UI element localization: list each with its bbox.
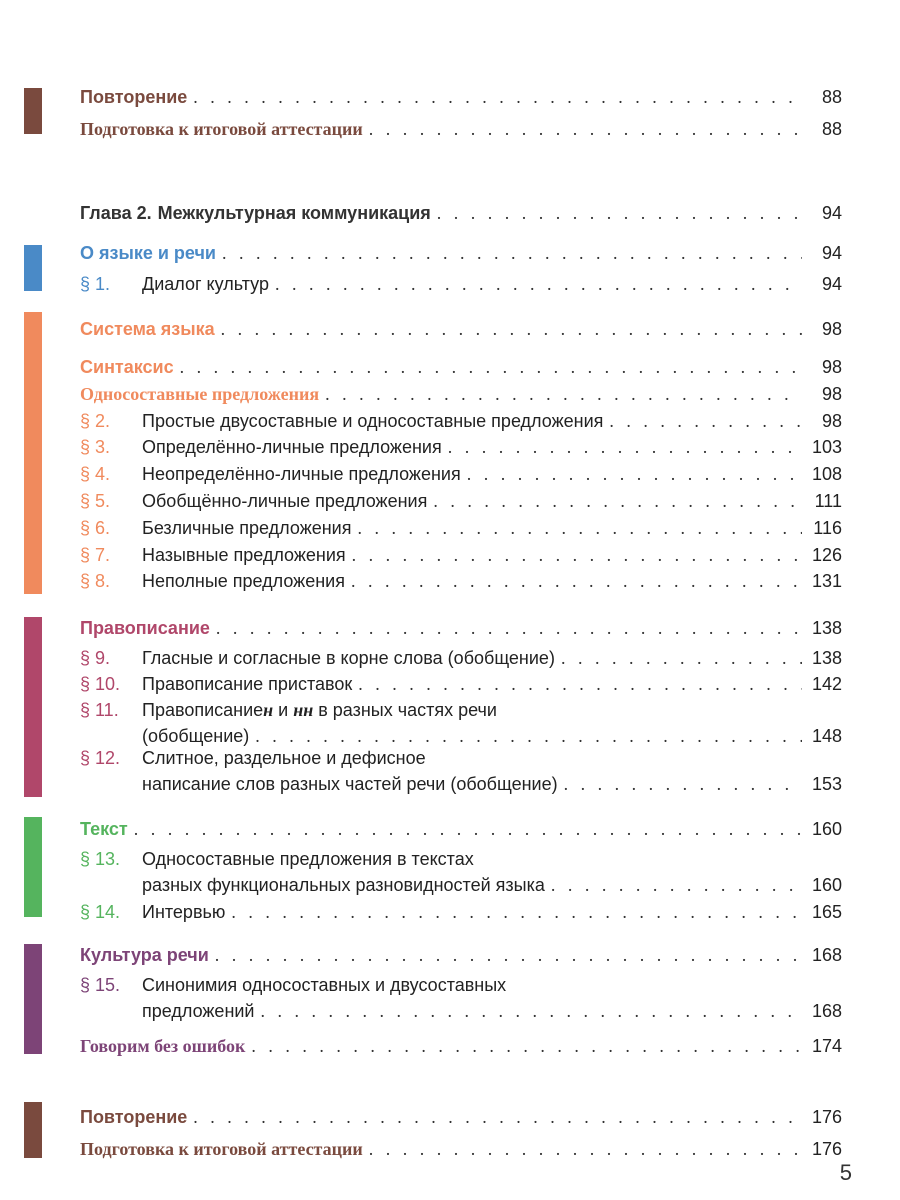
page-number: 94 (821, 243, 842, 263)
toc-entry[interactable] (80, 899, 842, 925)
leader-dots (369, 1136, 802, 1162)
toc-entry[interactable] (80, 697, 842, 749)
toc-entry[interactable] (80, 542, 842, 568)
folio-page-number: 5 (839, 1160, 852, 1185)
entry-title-part: Правописание (142, 700, 264, 720)
page-number: 94 (821, 203, 842, 223)
toc-entry[interactable] (80, 846, 842, 898)
page-number: 98 (821, 319, 842, 339)
section-number: § 7. (80, 545, 111, 565)
leader-dots (352, 542, 802, 568)
toc-entry[interactable] (80, 745, 842, 797)
entry-title: Текст (80, 819, 128, 839)
toc-entry[interactable] (80, 972, 842, 1024)
entry-title: Обобщённо-личные предложения (142, 491, 428, 511)
entry-title: Правописание (80, 618, 210, 638)
toc-entry[interactable] (80, 568, 842, 594)
toc-entry[interactable] (80, 84, 842, 110)
toc-entry[interactable] (80, 240, 842, 266)
entry-title: Подготовка к итоговой аттестации (80, 119, 363, 139)
chapter-title: Межкультурная коммуникация (157, 203, 431, 223)
entry-title: Гласные и согласные в корне слова (обобщение) (142, 648, 555, 668)
color-bar-about-language (24, 245, 42, 291)
entry-title: Односоставные предложения (80, 384, 320, 404)
entry-title-part: в разных частях речи (313, 700, 497, 720)
page-number: 94 (821, 274, 842, 294)
section-number: § 3. (80, 437, 111, 457)
toc-entry[interactable] (80, 615, 842, 641)
entry-title-part: и (273, 700, 294, 720)
page-number: 165 (811, 902, 842, 922)
entry-title: Повторение (80, 1107, 188, 1127)
entry-title-line2: разных функциональных разновидностей языка (142, 875, 545, 895)
section-number: § 5. (80, 491, 111, 511)
section-number: § 1. (80, 274, 111, 294)
entry-title-line1: Односоставные предложения в текстах (142, 849, 474, 869)
leader-dots (325, 381, 802, 407)
leader-dots (551, 872, 802, 898)
leader-dots (561, 645, 802, 671)
page-number: 160 (811, 875, 842, 895)
page-number: 176 (811, 1107, 842, 1127)
leader-dots (216, 615, 802, 641)
page-number: 138 (811, 618, 842, 638)
leader-dots (448, 434, 802, 460)
section-number: § 10. (80, 674, 121, 694)
entry-title-line1: Слитное, раздельное и дефисное (142, 748, 426, 768)
entry-title: Неопределённо-личные предложения (142, 464, 461, 484)
toc-entry[interactable] (80, 116, 842, 142)
entry-title: Говорим без ошибок (80, 1036, 246, 1056)
leader-dots (193, 84, 802, 110)
page-number: 142 (811, 674, 842, 694)
toc-entry[interactable] (80, 1104, 842, 1130)
entry-title: Культура речи (80, 945, 209, 965)
leader-dots (433, 488, 802, 514)
entry-title: Назывные предложения (142, 545, 346, 565)
toc-entry[interactable] (80, 461, 842, 487)
color-bar-speech-culture (24, 944, 42, 1054)
toc-entry[interactable] (80, 645, 842, 671)
toc-entry[interactable] (80, 488, 842, 514)
page-number: 98 (821, 384, 842, 404)
color-bar-text (24, 817, 42, 917)
section-number: § 15. (80, 975, 121, 995)
toc-entry[interactable] (80, 434, 842, 460)
toc-entry[interactable] (80, 1033, 842, 1059)
page-number: 88 (821, 119, 842, 139)
color-bar-language-system (24, 312, 42, 594)
entry-title-line2: предложений (142, 1001, 255, 1021)
section-number: § 4. (80, 464, 111, 484)
leader-dots (358, 671, 802, 697)
section-number: § 12. (80, 748, 121, 768)
section-number: § 2. (80, 411, 111, 431)
page-number: 174 (811, 1036, 842, 1056)
leader-dots (351, 568, 802, 594)
entry-title: Синтаксис (80, 357, 174, 377)
entry-title: Система языка (80, 319, 215, 339)
entry-title-italic-nn: нн (293, 700, 314, 720)
section-number: § 11. (80, 700, 119, 720)
leader-dots (437, 200, 802, 226)
color-bar-spelling (24, 617, 42, 797)
section-number: § 14. (80, 902, 121, 922)
entry-title: Правописание приставок (142, 674, 353, 694)
color-bar-repetition-2 (24, 1102, 42, 1158)
leader-dots (275, 271, 802, 297)
page-number: 148 (811, 726, 842, 746)
page-number: 108 (811, 464, 842, 484)
leader-dots (609, 408, 802, 434)
page-number: 160 (811, 819, 842, 839)
toc-entry[interactable] (80, 354, 842, 380)
leader-dots (358, 515, 803, 541)
page-number: 168 (811, 945, 842, 965)
toc-entry[interactable] (80, 408, 842, 434)
leader-dots (180, 354, 802, 380)
page-number: 98 (821, 357, 842, 377)
section-number: § 6. (80, 518, 111, 538)
page-number: 88 (821, 87, 842, 107)
page-number: 98 (821, 411, 842, 431)
leader-dots (221, 316, 802, 342)
page-number: 168 (811, 1001, 842, 1021)
page-number: 111 (814, 491, 842, 511)
leader-dots (564, 771, 802, 797)
page-number: 126 (811, 545, 842, 565)
page-number: 176 (811, 1139, 842, 1159)
entry-title: Диалог культур (142, 274, 269, 294)
leader-dots (251, 1033, 802, 1059)
entry-title: О языке и речи (80, 243, 216, 263)
toc-entry[interactable] (80, 1136, 842, 1162)
chapter-label: Глава 2. (80, 203, 152, 223)
toc-entry[interactable] (80, 671, 842, 697)
page-number: 138 (811, 648, 842, 668)
entry-title: Подготовка к итоговой аттестации (80, 1139, 363, 1159)
toc-entry[interactable] (80, 816, 842, 842)
toc-entry[interactable] (80, 316, 842, 342)
page-number: 153 (811, 774, 842, 794)
entry-title: Простые двусоставные и односоставные предложения (142, 411, 604, 431)
page-number: 103 (811, 437, 842, 457)
leader-dots (261, 998, 803, 1024)
section-number: § 9. (80, 648, 111, 668)
toc-chapter[interactable] (80, 200, 842, 226)
entry-title: Интервью (142, 902, 226, 922)
toc-entry[interactable] (80, 381, 842, 407)
leader-dots (134, 816, 802, 842)
entry-title-line1: Синонимия односоставных и двусоставных (142, 975, 507, 995)
color-bar-repetition (24, 88, 42, 134)
section-number: § 13. (80, 849, 121, 869)
page-number: 116 (813, 518, 842, 538)
section-number: § 8. (80, 571, 111, 591)
entry-title: Повторение (80, 87, 188, 107)
entry-title: Неполные предложения (142, 571, 345, 591)
toc-entry[interactable] (80, 271, 842, 297)
leader-dots (467, 461, 802, 487)
entry-title: Безличные предложения (142, 518, 352, 538)
entry-title-line2: (обобщение) (142, 726, 250, 746)
leader-dots (231, 899, 802, 925)
entry-title-italic-n: н (263, 700, 274, 720)
toc-entry[interactable] (80, 515, 842, 541)
toc-entry[interactable] (80, 942, 842, 968)
entry-title-line2: написание слов разных частей речи (обобщение) (142, 774, 558, 794)
entry-title: Определённо-личные предложения (142, 437, 442, 457)
page-number: 131 (811, 571, 842, 591)
leader-dots (369, 116, 802, 142)
leader-dots (193, 1104, 802, 1130)
leader-dots (222, 240, 802, 266)
leader-dots (215, 942, 802, 968)
